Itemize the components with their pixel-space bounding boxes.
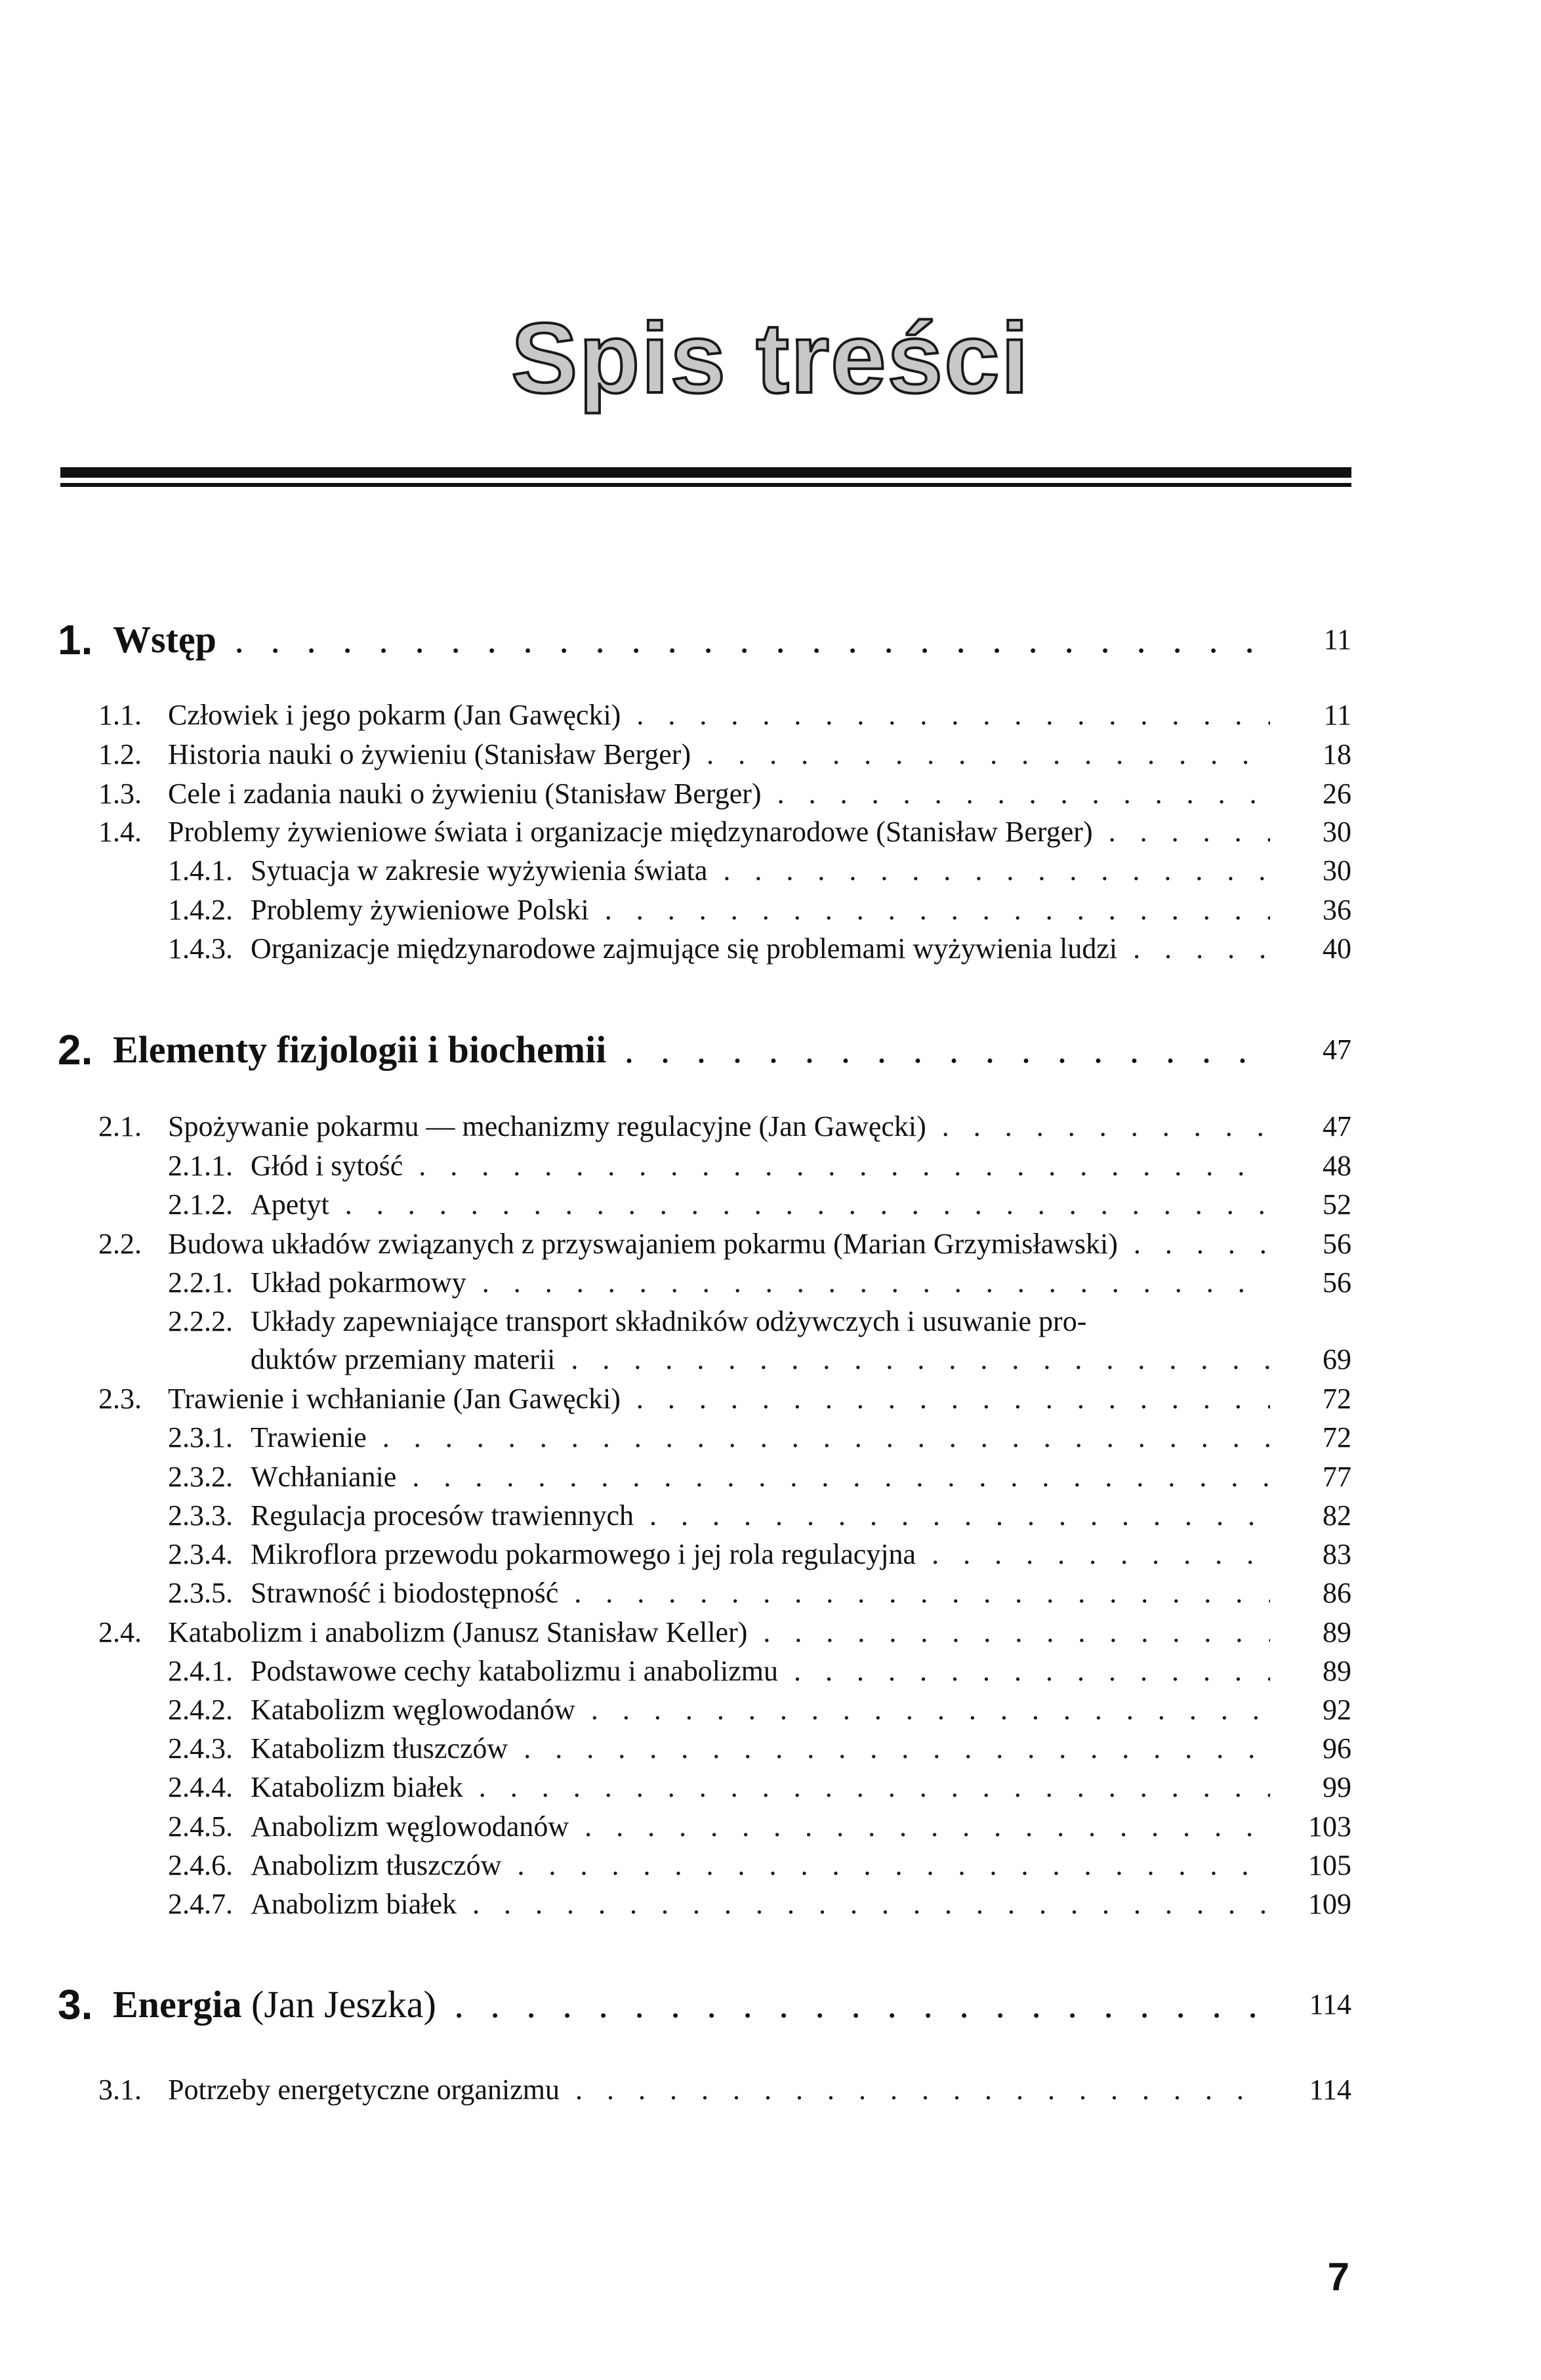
toc-chapter-row[interactable] <box>0 614 1541 666</box>
toc-page-number: 36 <box>1323 894 1351 926</box>
toc-entry-title: Układ pokarmowy <box>251 1266 466 1299</box>
toc-page-number: 83 <box>1323 1538 1351 1570</box>
toc-entry-number: 3.1. <box>98 2074 142 2106</box>
toc-entry-number: 2.4.7. <box>168 1888 233 1920</box>
toc-leader-dots <box>466 1266 1270 1299</box>
toc-entry-row[interactable] <box>0 929 1541 969</box>
toc-entry-label <box>251 1457 1270 1497</box>
toc-entry-number: 2.1. <box>98 1110 142 1142</box>
toc-entry-label <box>251 1652 1270 1691</box>
toc-entry-label <box>251 1496 1270 1535</box>
toc-entry-title: Podstawowe cechy katabolizmu i anabolizmu <box>251 1655 778 1687</box>
toc-entry-title: Problemy żywieniowe świata i organizacje międzynarodowe (Stanisław Berger) <box>168 816 1093 848</box>
toc-entry-number: 1.4.3. <box>168 932 233 965</box>
toc-leader-dots <box>396 1461 1270 1493</box>
toc-entry-number: 2.4.4. <box>168 1771 233 1803</box>
toc-page-number: 47 <box>1323 1033 1351 1066</box>
toc-entry-number: 2.3.2. <box>168 1461 233 1493</box>
toc-entry-number: 2.4.3. <box>168 1732 233 1764</box>
toc-page-number: 114 <box>1309 2074 1351 2106</box>
toc-entry-row[interactable] <box>0 1807 1541 1847</box>
toc-entry-number: 2.4.5. <box>168 1810 233 1843</box>
toc-entry-title: Apetyt <box>251 1188 329 1221</box>
toc-entry-row[interactable] <box>0 774 1541 814</box>
toc-page-number: 69 <box>1323 1343 1351 1375</box>
toc-entry-title: Regulacja procesów trawiennych <box>251 1499 634 1532</box>
toc-leader-dots <box>367 1421 1270 1453</box>
toc-leader-dots <box>436 1983 1270 2026</box>
toc-entry-number: 1.4. <box>98 816 142 848</box>
toc-entry-row[interactable] <box>0 1146 1541 1186</box>
toc-leader-dots <box>501 1849 1270 1881</box>
toc-leader-dots <box>560 2074 1270 2106</box>
toc-page-number: 30 <box>1323 816 1351 848</box>
toc-entry-label <box>251 1302 1270 1341</box>
toc-entry-row[interactable] <box>0 1535 1541 1574</box>
toc-entry-label <box>251 1574 1270 1613</box>
toc-entry-label <box>251 890 1270 930</box>
toc-entry-title: Trawienie <box>251 1421 367 1453</box>
toc-entry-row[interactable] <box>0 1496 1541 1535</box>
toc-entry-label <box>168 2070 1270 2110</box>
toc-leader-dots <box>457 1888 1270 1920</box>
toc-entry-row[interactable] <box>0 812 1541 852</box>
toc-entry-label <box>168 812 1270 852</box>
toc-chapter-label <box>113 1978 1270 2031</box>
toc-page-number: 40 <box>1323 932 1351 965</box>
toc-entry-number: 2.3.4. <box>168 1538 233 1570</box>
toc-entry-title: Katabolizm tłuszczów <box>251 1732 508 1764</box>
toc-leader-dots <box>1093 816 1270 848</box>
toc-entry-label <box>251 1807 1270 1847</box>
toc-page-number: 109 <box>1308 1888 1351 1920</box>
toc-page-number: 18 <box>1323 738 1351 770</box>
toc-entry-number: 1.1. <box>98 699 142 731</box>
toc-entry-row[interactable] <box>0 696 1541 735</box>
toc-entry-label <box>168 1613 1270 1652</box>
toc-page-number: 30 <box>1323 854 1351 887</box>
toc-entry-title: Anabolizm węglowodanów <box>251 1810 569 1843</box>
toc-chapter-label <box>113 614 1270 666</box>
toc-page-number: 56 <box>1323 1266 1351 1299</box>
toc-entry-title: Katabolizm węglowodanów <box>251 1694 575 1726</box>
toc-entry-label <box>251 1418 1270 1457</box>
toc-chapter-title: Energia <box>113 1983 242 2026</box>
toc-page-number: 99 <box>1323 1771 1351 1803</box>
toc-page-number: 86 <box>1323 1577 1351 1609</box>
toc-leader-dots <box>403 1150 1270 1182</box>
toc-entry-title: Problemy żywieniowe Polski <box>251 894 589 926</box>
toc-entry-label <box>251 929 1270 969</box>
toc-entry-label <box>168 735 1270 774</box>
toc-entry-row[interactable] <box>0 1690 1541 1730</box>
toc-chapter-title: Wstęp <box>113 618 216 661</box>
toc-entry-row[interactable] <box>0 1457 1541 1497</box>
toc-entry-title: Cele i zadania nauki o żywieniu (Stanisław Berger) <box>168 778 762 810</box>
toc-page-number: 26 <box>1323 778 1351 810</box>
toc-entry-title: Głód i sytość <box>251 1150 403 1182</box>
toc-entry-number: 2.3.1. <box>168 1421 233 1453</box>
toc-entry-number: 2.3.5. <box>168 1577 233 1609</box>
toc-leader-dots <box>916 1538 1270 1570</box>
toc-entry-row[interactable] <box>0 1302 1541 1341</box>
toc-entry-number: 1.3. <box>98 778 142 810</box>
toc-leader-dots <box>555 1343 1270 1375</box>
toc-entry-label <box>251 1885 1270 1924</box>
toc-entry-row[interactable] <box>0 1846 1541 1885</box>
toc-leader-dots <box>558 1577 1270 1609</box>
toc-chapter-number: 2. <box>58 1026 93 1074</box>
toc-entry-title: Strawność i biodostępność <box>251 1577 559 1609</box>
toc-entry-title: Układy zapewniające transport składników odżywczych i usuwanie pro- <box>251 1305 1087 1337</box>
toc-page-number: 77 <box>1323 1461 1351 1493</box>
page-title: Spis treści <box>511 303 1030 414</box>
toc-chapter-number: 3. <box>58 1981 93 2028</box>
toc-entry-number: 2.4. <box>98 1616 142 1648</box>
toc-leader-dots <box>575 1694 1270 1726</box>
toc-entry-label <box>168 1224 1270 1264</box>
toc-entry-title: Budowa układów związanych z przyswajaniem pokarmu (Marian Grzymisławski) <box>168 1228 1118 1260</box>
toc-leader-dots <box>926 1110 1270 1142</box>
toc-page-number: 89 <box>1323 1655 1351 1687</box>
toc-chapter-number: 1. <box>58 616 93 663</box>
toc-entry-row[interactable] <box>0 1613 1541 1652</box>
toc-entry-row[interactable] <box>0 851 1541 890</box>
toc-entry-number: 2.3. <box>98 1383 142 1415</box>
toc-leader-dots <box>1118 1228 1270 1260</box>
toc-entry-label <box>251 1846 1270 1885</box>
toc-entry-label <box>168 774 1270 814</box>
toc-entry-title: Katabolizm białek <box>251 1771 463 1803</box>
toc-entry-row[interactable] <box>0 890 1541 930</box>
toc-entry-title: duktów przemiany materii <box>251 1343 556 1375</box>
toc-chapter-author: (Jan Jeszka) <box>251 1983 436 2026</box>
toc-entry-label <box>168 696 1270 735</box>
toc-entry-title: Anabolizm białek <box>251 1888 457 1920</box>
page-number: 7 <box>1327 2255 1349 2299</box>
toc-entry-number: 2.4.6. <box>168 1849 233 1881</box>
toc-chapter-row[interactable] <box>0 1024 1541 1076</box>
toc-leader-dots <box>508 1732 1270 1764</box>
toc-leader-dots <box>634 1499 1270 1532</box>
toc-entry-label <box>251 1535 1270 1574</box>
toc-page-number: 11 <box>1323 623 1351 656</box>
toc-leader-dots <box>329 1188 1270 1221</box>
toc-entry-title: Organizacje międzynarodowe zajmujące się problemami wyżywienia ludzi <box>251 932 1118 965</box>
toc-entry-number: 1.4.2. <box>168 894 233 926</box>
toc-entry-title: Trawienie i wchłanianie (Jan Gawęcki) <box>168 1383 621 1415</box>
toc-entry-number: 2.1.2. <box>168 1188 233 1221</box>
toc-entry-number: 1.2. <box>98 738 142 770</box>
toc-leader-dots <box>691 738 1270 770</box>
toc-entry-number: 2.3.3. <box>168 1499 233 1532</box>
toc-leader-dots <box>762 778 1270 810</box>
toc-entry-row[interactable] <box>0 1574 1541 1613</box>
toc-entry-row[interactable] <box>0 1729 1541 1768</box>
toc-entry-row[interactable] <box>0 1263 1541 1303</box>
toc-page-number: 72 <box>1323 1421 1351 1453</box>
toc-chapter-row[interactable] <box>0 1978 1541 2031</box>
toc-entry-label <box>251 1340 1270 1379</box>
toc-page-number: 82 <box>1323 1499 1351 1532</box>
toc-entry-title: Wchłanianie <box>251 1461 397 1493</box>
toc-entry-title: Katabolizm i anabolizm (Janusz Stanisław Keller) <box>168 1616 748 1648</box>
toc-page-number: 52 <box>1323 1188 1351 1221</box>
toc-entry-label <box>251 851 1270 890</box>
toc-entry-row[interactable] <box>0 1768 1541 1807</box>
toc-entry-number: 2.2.2. <box>168 1305 233 1337</box>
toc-entry-title: Historia nauki o żywieniu (Stanisław Berger) <box>168 738 691 770</box>
toc-entry-row[interactable] <box>0 1379 1541 1419</box>
toc-entry-row[interactable] <box>0 1652 1541 1691</box>
toc-entry-title: Sytuacja w zakresie wyżywienia świata <box>251 854 708 887</box>
toc-entry-label <box>168 1107 1270 1146</box>
toc-leader-dots <box>707 854 1270 887</box>
toc-entry-title: Potrzeby energetyczne organizmu <box>168 2074 560 2106</box>
toc-entry-number: 2.2. <box>98 1228 142 1260</box>
toc-entry-label <box>251 1185 1270 1224</box>
toc-entry-number: 2.4.2. <box>168 1694 233 1726</box>
toc-leader-dots <box>216 618 1270 661</box>
toc-leader-dots <box>621 699 1270 731</box>
toc-page-number: 96 <box>1323 1732 1351 1764</box>
toc-page-number: 92 <box>1323 1694 1351 1726</box>
toc-page-number: 47 <box>1323 1110 1351 1142</box>
toc-leader-dots <box>1117 932 1270 965</box>
toc-entry-row[interactable] <box>0 1185 1541 1224</box>
toc-page-number: 11 <box>1323 699 1351 731</box>
toc-page-number: 56 <box>1323 1228 1351 1260</box>
toc-entry-row[interactable] <box>0 1224 1541 1264</box>
toc-chapter-title: Elementy fizjologii i biochemii <box>113 1028 607 1071</box>
toc-entry-row[interactable] <box>0 2070 1541 2110</box>
toc-page-number: 72 <box>1323 1383 1351 1415</box>
toc-entry-title: Mikroflora przewodu pokarmowego i jej rola regulacyjna <box>251 1538 916 1570</box>
toc-entry-label <box>251 1768 1270 1807</box>
toc-entry-number: 1.4.1. <box>168 854 233 887</box>
toc-leader-dots <box>747 1616 1270 1648</box>
toc-chapter-label <box>113 1024 1270 1076</box>
toc-leader-dots <box>463 1771 1270 1803</box>
toc-entry-row[interactable] <box>0 1885 1541 1924</box>
toc-entry-title: Anabolizm tłuszczów <box>251 1849 502 1881</box>
title-rule-thick <box>60 467 1351 478</box>
toc-page-number: 103 <box>1308 1810 1351 1843</box>
toc-entry-label <box>251 1729 1270 1768</box>
toc-entry-row[interactable] <box>0 1107 1541 1146</box>
toc-leader-dots <box>589 894 1270 926</box>
toc-entry-row[interactable] <box>0 735 1541 774</box>
toc-page-number: 105 <box>1308 1849 1351 1881</box>
toc-entry-row[interactable] <box>0 1418 1541 1457</box>
toc-entry-row[interactable] <box>0 1340 1541 1379</box>
toc-entry-number: 2.1.1. <box>168 1150 233 1182</box>
toc-leader-dots <box>569 1810 1270 1843</box>
toc-leader-dots <box>621 1383 1270 1415</box>
toc-entry-title: Spożywanie pokarmu — mechanizmy regulacyjne (Jan Gawęcki) <box>168 1110 926 1142</box>
toc-entry-number: 2.2.1. <box>168 1266 233 1299</box>
toc-entry-label <box>168 1379 1270 1419</box>
toc-entry-label <box>251 1690 1270 1730</box>
toc-page-number: 114 <box>1309 1988 1351 2020</box>
toc-leader-dots <box>778 1655 1270 1687</box>
toc-page-number: 48 <box>1323 1150 1351 1182</box>
title-rule-thin <box>60 483 1351 487</box>
toc-entry-title: Człowiek i jego pokarm (Jan Gawęcki) <box>168 699 621 731</box>
toc-entry-label <box>251 1263 1270 1303</box>
toc-entry-number: 2.4.1. <box>168 1655 233 1687</box>
toc-entry-label <box>251 1146 1270 1186</box>
toc-leader-dots <box>606 1028 1270 1071</box>
toc-page-number: 89 <box>1323 1616 1351 1648</box>
